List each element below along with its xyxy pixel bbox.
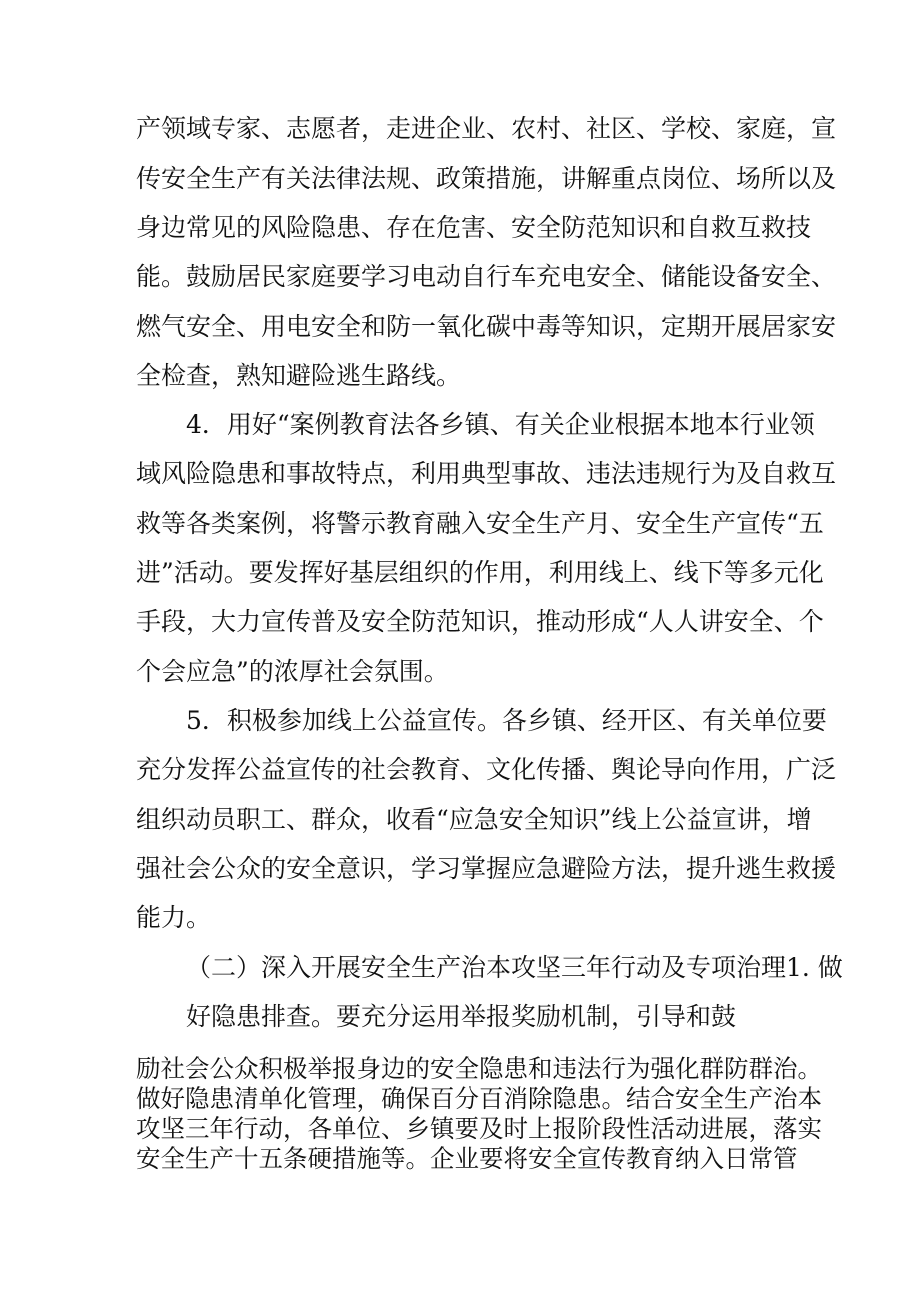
text-line: 励社会公众积极举报身边的安全隐患和违法行为强化群防群治。 — [136, 1054, 822, 1083]
text-line: 手段，大力宣传普及安全防范知识，推动形成“人人讲安全、个 — [136, 607, 824, 636]
text-line: 救等各类案例，将警示教育融入安全生产月、安全生产宣传“五 — [136, 509, 824, 538]
text-line: 传安全生产有关法律法规、政策措施，讲解重点岗位、场所以及 — [136, 164, 837, 193]
paragraph-5-first-line: 5．积极参加线上公益宣传。各乡镇、经开区、有关单位要 — [186, 706, 827, 735]
text-line: 域风险隐患和事故特点，利用典型事故、违法违规行为及自救互 — [136, 459, 837, 488]
text-line: 个会应急”的浓厚社会氛围。 — [136, 657, 449, 686]
text-line: 产领域专家、志愿者，走进企业、农村、社区、学校、家庭，宣 — [136, 114, 837, 143]
text-line: 强社会公众的安全意识，学习掌握应急避险方法，提升逃生救援 — [136, 854, 837, 883]
text-line: 好隐患排查。要充分运用举报奖励机制，引导和鼓 — [186, 1002, 737, 1031]
text-line: 进”活动。要发挥好基层组织的作用，利用线上、线下等多元化 — [136, 558, 824, 587]
text-line: 全检查，熟知避险逃生路线。 — [136, 361, 462, 390]
text-line: 攻坚三年行动，各单位、乡镇要及时上报阶段性活动进展，落实 — [136, 1114, 822, 1143]
section-heading: （二）深入开展安全生产治本攻坚三年行动及专项治理1. 做 — [186, 953, 843, 982]
text-line: 充分发挥公益宣传的社会教育、文化传播、舆论导向作用，广泛 — [136, 755, 837, 784]
text-line: 身边常见的风险隐患、存在危害、安全防范知识和自救互救技 — [136, 213, 812, 242]
text-line: 能。鼓励居民家庭要学习电动自行车充电安全、储能设备安全、 — [136, 262, 837, 291]
text-line: 燃气安全、用电安全和防一氧化碳中毒等知识，定期开展居家安 — [136, 312, 837, 341]
text-line: 安全生产十五条硬措施等。企业要将安全宣传教育纳入日常管 — [136, 1144, 798, 1173]
paragraph-4-first-line: 4．用好“案例教育法各乡镇、有关企业根据本地本行业领 — [186, 410, 815, 439]
text-line: 组织动员职工、群众，收看“应急安全知识”线上公益宣讲，增 — [136, 805, 812, 834]
text-line: 做好隐患清单化管理，确保百分百消除隐患。结合安全生产治本 — [136, 1084, 822, 1113]
text-line: 能力。 — [136, 903, 212, 932]
